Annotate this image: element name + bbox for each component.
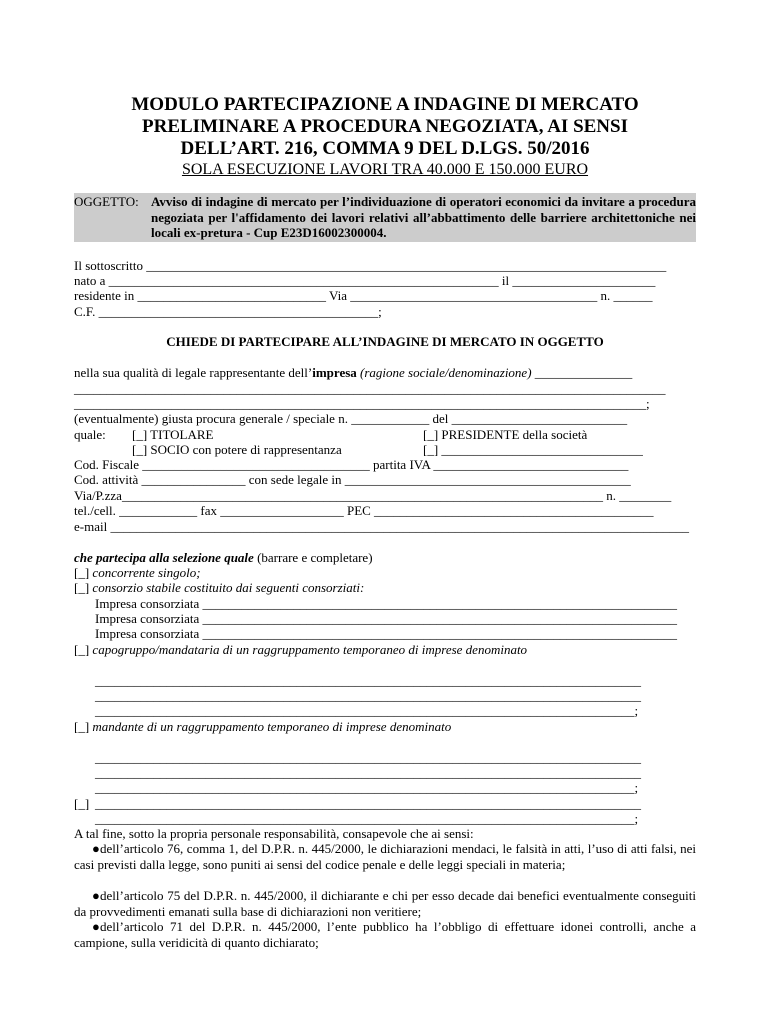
consorziata-field-2[interactable]: Impresa consorziata _________________________________________________________________________ xyxy=(95,611,678,626)
chiede-heading: CHIEDE DI PARTECIPARE ALL’INDAGINE DI MERCATO IN OGGETTO xyxy=(166,334,604,349)
mandante-field-1[interactable]: ____________________________________________________________________________________ xyxy=(95,750,641,765)
selezione-intro-note: (barrare e completare) xyxy=(253,550,373,565)
oggetto-box xyxy=(74,193,696,242)
mandante-option[interactable] xyxy=(74,719,451,734)
oggetto-label: OGGETTO: xyxy=(74,194,139,209)
oggetto-text: Avviso di indagine di mercato per l’individuazione di operatori economici da invitare a procedura negoziata per l'affidamento dei lavori relativi all’abbattimento delle barriere architettoniche nei locali ex-pretura - Cup E23D16002300004. xyxy=(151,194,696,240)
presidente-checkbox[interactable]: [_] PRESIDENTE della società xyxy=(423,427,588,442)
via-field[interactable]: Via/P.zza__________________________________________________________________________ n. ________ xyxy=(74,488,672,503)
altro-field-1[interactable]: ____________________________________________________________________________________ xyxy=(95,796,641,811)
dichiarazioni-intro: A tal fine, sotto la propria personale responsabilità, consapevole che ai sensi: xyxy=(74,826,474,841)
consorziata-field-3[interactable]: Impresa consorziata _________________________________________________________________________ xyxy=(95,626,678,641)
capogruppo-field-2[interactable]: ____________________________________________________________________________________ xyxy=(95,688,641,703)
dichiarazione-item-1 xyxy=(74,841,696,873)
qualita-ragione: (ragione sociale/denominazione) xyxy=(360,365,532,380)
title-block xyxy=(74,94,696,180)
cod-fiscale-field[interactable]: Cod. Fiscale ___________________________________ partita IVA ______________________________ xyxy=(74,457,629,472)
dichiarazione-text-1: dell’articolo 76, comma 1, del D.P.R. n. 445/2000, le dichiarazioni mendaci, le falsità in atti, l’uso di atti falsi, nei casi previsti dalla legge, sono puniti ai sensi del codice penale e delle leggi speciali in materia; xyxy=(74,841,696,872)
selezione-intro xyxy=(74,550,373,565)
capogruppo-label: capogruppo/mandataria di un raggruppamento temporaneo di imprese denominato xyxy=(92,642,528,657)
altro-field-2[interactable]: ___________________________________________________________________________________; xyxy=(95,811,639,826)
altro-qualita-checkbox[interactable]: [_] _______________________________ xyxy=(423,442,643,457)
procura-field[interactable]: (eventualmente) giusta procura generale / speciale n. ____________ del ___________________________ xyxy=(74,411,628,426)
mandante-checkbox[interactable]: [_] xyxy=(74,719,90,734)
qualita-line[interactable] xyxy=(74,365,632,380)
nato-field[interactable]: nato a ____________________________________________________________ il ______________________ xyxy=(74,273,656,288)
consorzio-label: consorzio stabile costituito dai seguenti consorziati: xyxy=(92,580,365,595)
sottoscritto-field[interactable]: Il sottoscritto ________________________________________________________________________________ xyxy=(74,258,667,273)
tel-field[interactable]: tel./cell. ____________ fax ___________________ PEC ___________________________________________ xyxy=(74,503,654,518)
bullet-icon: ● xyxy=(92,919,100,934)
dichiarazione-text-3: dell’articolo 71 del D.P.R. n. 445/2000, l’ente pubblico ha l’obbligo di effettuare idonei controlli, anche a campione, sulla veridicità di quanto dichiarato; xyxy=(74,919,696,950)
dichiarazione-text-2: dell’articolo 75 del D.P.R. n. 445/2000, il dichiarante e chi per esso decade dai benefici eventualmente conseguiti da provvedimenti emanati sulla base di dichiarazioni non veritiere; xyxy=(74,888,696,919)
ragione-line-2[interactable]: ___________________________________________________________________________________________ xyxy=(74,381,666,396)
bullet-icon: ● xyxy=(92,888,100,903)
qualita-post: _______________ xyxy=(531,365,633,380)
ragione-line-3[interactable]: ________________________________________________________________________________________; xyxy=(74,396,650,411)
capogruppo-field-1[interactable]: ____________________________________________________________________________________ xyxy=(95,673,641,688)
singolo-label: concorrente singolo; xyxy=(92,565,201,580)
titolare-checkbox[interactable]: [_] TITOLARE xyxy=(132,427,214,442)
email-field[interactable]: e-mail _________________________________________________________________________________________ xyxy=(74,519,689,534)
quale-label: quale: xyxy=(74,427,106,442)
capogruppo-field-3[interactable]: ___________________________________________________________________________________; xyxy=(95,703,639,718)
cf-field[interactable]: C.F. ___________________________________________; xyxy=(74,304,382,319)
socio-checkbox[interactable]: [_] SOCIO con potere di rappresentanza xyxy=(132,442,342,457)
bullet-icon: ● xyxy=(92,841,100,856)
singolo-checkbox[interactable]: [_] xyxy=(74,565,90,580)
cod-attivita-field[interactable]: Cod. attività ________________ con sede legale in ____________________________________________ xyxy=(74,472,631,487)
qualita-impresa: impresa xyxy=(312,365,357,380)
title-line-1: MODULO PARTECIPAZIONE A INDAGINE DI MERCATO xyxy=(131,94,639,115)
residente-field[interactable]: residente in _____________________________ Via ______________________________________ n. ______ xyxy=(74,288,653,303)
selezione-intro-text: che partecipa alla selezione quale xyxy=(74,550,254,565)
consorzio-checkbox[interactable]: [_] xyxy=(74,580,90,595)
title-line-3: DELL’ART. 216, COMMA 9 DEL D.LGS. 50/2016 xyxy=(180,138,590,159)
consorzio-option[interactable] xyxy=(74,580,364,595)
capogruppo-checkbox[interactable]: [_] xyxy=(74,642,90,657)
mandante-field-3[interactable]: ___________________________________________________________________________________; xyxy=(95,780,639,795)
singolo-option[interactable] xyxy=(74,565,201,580)
dichiarazione-item-2 xyxy=(74,888,696,920)
consorziata-field-1[interactable]: Impresa consorziata _________________________________________________________________________ xyxy=(95,596,678,611)
altro-checkbox[interactable]: [_] xyxy=(74,796,90,811)
subtitle: SOLA ESECUZIONE LAVORI TRA 40.000 E 150.000 EURO xyxy=(181,161,589,178)
qualita-pre: nella sua qualità di legale rappresentante dell’ xyxy=(74,365,313,380)
dichiarazione-item-3 xyxy=(74,919,696,951)
title-line-2: PRELIMINARE A PROCEDURA NEGOZIATA, AI SENSI xyxy=(142,116,628,137)
mandante-field-2[interactable]: ____________________________________________________________________________________ xyxy=(95,765,641,780)
capogruppo-option[interactable] xyxy=(74,642,527,657)
mandante-label: mandante di un raggruppamento temporaneo di imprese denominato xyxy=(92,719,452,734)
